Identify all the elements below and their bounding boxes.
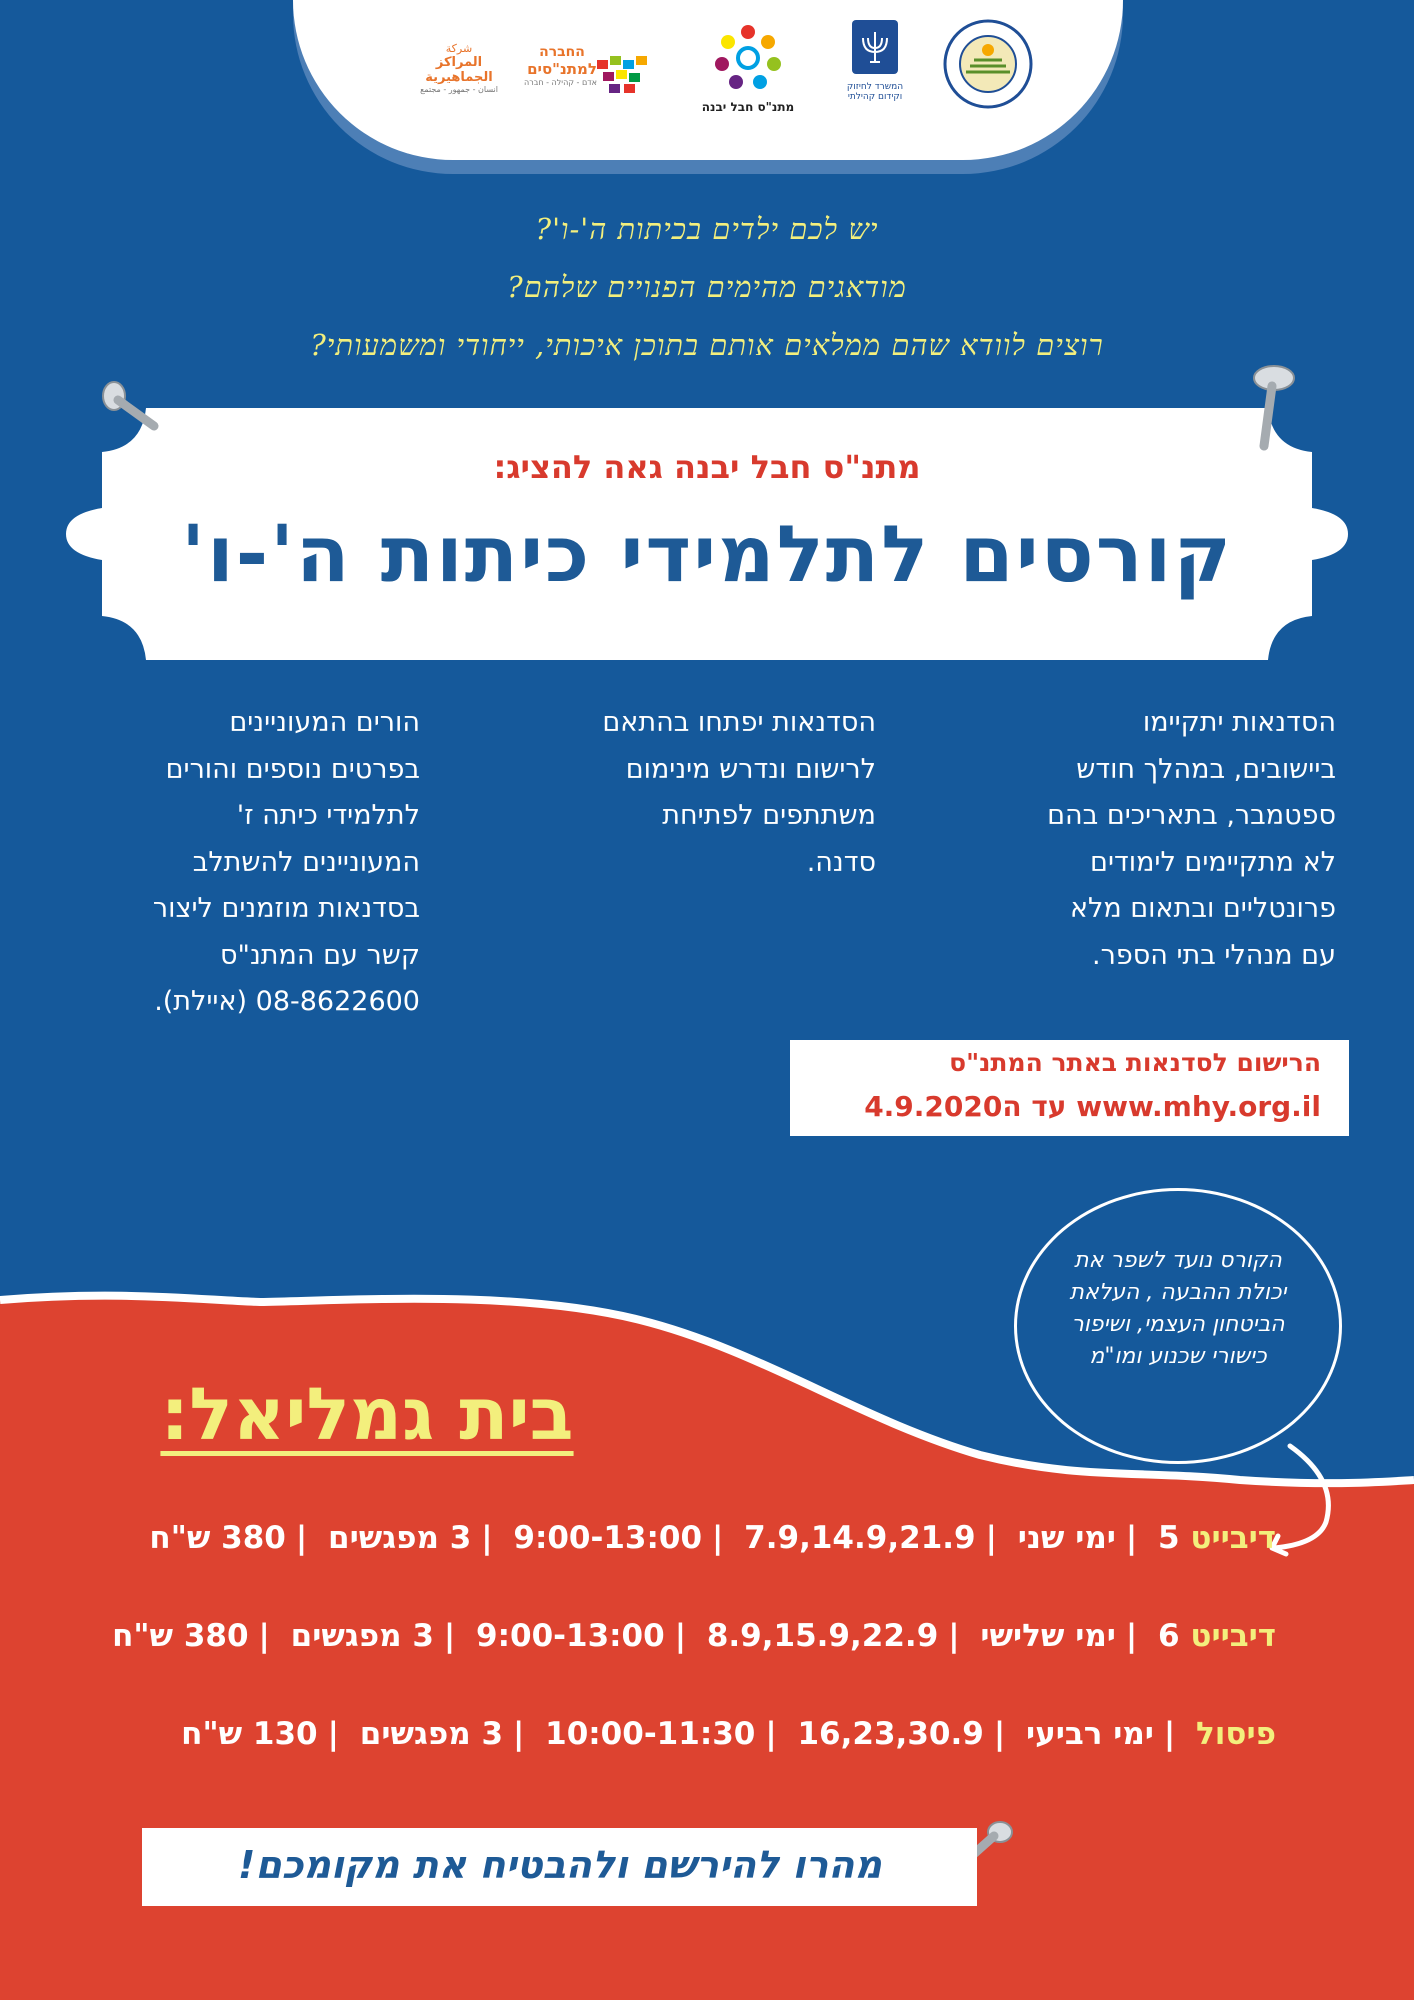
company-logo-line3: אדם - קהילה - חברה	[523, 78, 597, 87]
course-name: דיבייט	[1190, 1520, 1276, 1556]
section-title: בית גמליאל:	[160, 1372, 574, 1456]
regional-council-logo	[942, 18, 1034, 110]
intro-question-3: רוצים לוודא שהם ממלאים אותם בתוכן איכותי, ייחודי ומשמעותי?	[310, 328, 1104, 362]
ministry-logo-line2: וקידום קהילתי	[847, 92, 903, 102]
curved-arrow-icon	[1268, 1440, 1348, 1560]
course-dates: 7.9,14.9,21.9	[744, 1520, 976, 1556]
course-meetings: 3 מפגשים	[328, 1520, 472, 1556]
company-logo-line2: למתנ"סים	[527, 60, 597, 78]
nail-icon	[98, 378, 168, 438]
info-line: הורים המעוניינים	[229, 707, 420, 738]
course-meetings: 3 מפגשים	[359, 1716, 504, 1752]
info-line: בסדנאות מוזמנים ליצור	[152, 893, 420, 924]
info-line: משתתפים לפתיחת	[662, 800, 876, 831]
course-hours: 9:00-13:00	[476, 1618, 665, 1654]
cta-text: מהרו להירשם ולהבטיח את מקומכם!	[238, 1843, 882, 1887]
course-day: ימי שלישי	[980, 1618, 1116, 1654]
info-line: ספטמבר, בתאריכים בהם	[1047, 800, 1336, 831]
course-meetings: 3 מפגשים	[290, 1618, 434, 1654]
info-line: לא מתקיימים לימודים	[1090, 846, 1336, 878]
course-row: דיבייט 6 |ימי שלישי |8.9,15.9,22.9 |9:00-13:00 |3 מפגשים |380 ש"ח	[112, 1618, 1276, 1654]
course-dates: 16,23,30.9	[797, 1716, 984, 1752]
info-line: לרישום ונדרש מינימום	[625, 753, 876, 785]
info-line: הסדנאות יפתחו בהתאם	[602, 707, 876, 738]
main-title: קורסים לתלמידי כיתות ה'-ו'	[181, 510, 1233, 600]
intro-question-2: מודאגים מהימים הפנויים שלהם?	[507, 270, 907, 304]
council-seal-icon	[942, 18, 1034, 110]
course-name: דיבייט	[1190, 1618, 1276, 1654]
info-line: פרונטליים ובתאום מלא	[1069, 893, 1336, 924]
nail-icon	[1240, 360, 1300, 456]
info-line: 08-8622600 (איילת).	[154, 986, 420, 1017]
course-name: פיסול	[1196, 1716, 1276, 1752]
arabic-company-logo	[415, 18, 503, 110]
registration-line-1: הרישום לסדנאות באתר המתנ"ס	[949, 1048, 1321, 1077]
note-line: הקורס נועד לשפר את	[1074, 1248, 1282, 1273]
info-line: המעוניינים להשתלב	[192, 846, 420, 878]
course-price: 380 ש"ח	[112, 1618, 249, 1654]
info-line: סדנה.	[806, 846, 876, 878]
course-row: דיבייט 5 |ימי שני |7.9,14.9,21.9 |9:00-13:00 |3 מפגשים |380 ש"ח	[149, 1520, 1276, 1556]
intro-question-1: יש לכם ילדים בכיתות ה'-ו'?	[535, 212, 879, 246]
course-price: 380 ש"ח	[149, 1520, 286, 1556]
info-line: הסדנאות יתקיימו	[1142, 707, 1336, 738]
registration-link[interactable]: www.mhy.org.il עד ה4.9.2020	[864, 1090, 1321, 1123]
arabic-logo-line3: انسان - جمهور - مجتمع	[420, 85, 498, 94]
registration-box	[790, 1040, 1349, 1136]
course-hours: 9:00-13:00	[513, 1520, 703, 1556]
info-line: ביישובים, במהלך חודש	[1076, 753, 1336, 785]
matnas-people-circle-icon	[700, 18, 796, 98]
matnas-logo-caption: מתנ"ס חבל יבנה	[701, 100, 795, 114]
arabic-logo-line2: المراكز الجماهيرية	[425, 55, 493, 85]
info-line: בפרטים נוספים והורים	[165, 753, 420, 785]
company-logo-line1: החברה	[539, 44, 585, 60]
course-price: 130 ש"ח	[181, 1716, 318, 1752]
info-line: עם מנהלי בתי הספר.	[1092, 939, 1336, 971]
course-row: פיסול |ימי רביעי |16,23,30.9 |10:00-11:30 |3 מפגשים |130 ש"ח	[181, 1716, 1276, 1752]
note-line: כישורי שכנוע ומו"מ	[1089, 1344, 1267, 1369]
ministry-logo	[838, 18, 912, 110]
course-dates: 8.9,15.9,22.9	[706, 1618, 939, 1654]
note-line: הביטחון העצמי, ושיפור	[1071, 1312, 1285, 1337]
info-line: לתלמידי כיתה ז'	[236, 800, 420, 831]
course-group: 5	[1158, 1520, 1180, 1556]
menorah-emblem-icon	[850, 18, 900, 76]
course-hours: 10:00-11:30	[545, 1716, 756, 1752]
note-line: יכולת ההבעה , העלאת	[1069, 1280, 1287, 1305]
company-logo-squares-icon	[597, 56, 653, 94]
ministry-logo-line1: המשרד לחיזוק	[846, 82, 904, 92]
info-column-middle	[602, 700, 876, 886]
course-day: ימי שני	[1017, 1520, 1116, 1556]
info-column-left	[153, 700, 420, 1026]
subtitle: מתנ"ס חבל יבנה גאה להציג:	[493, 448, 921, 486]
arabic-logo-line1: شركة	[445, 42, 473, 55]
course-group: 6	[1158, 1618, 1180, 1654]
company-logo	[505, 18, 655, 110]
info-column-right	[1047, 700, 1336, 979]
matnas-logo	[700, 18, 796, 114]
info-line: קשר עם המתנ"ס	[220, 939, 420, 971]
course-day: ימי רביעי	[1025, 1716, 1154, 1752]
note-text	[1028, 1245, 1328, 1373]
